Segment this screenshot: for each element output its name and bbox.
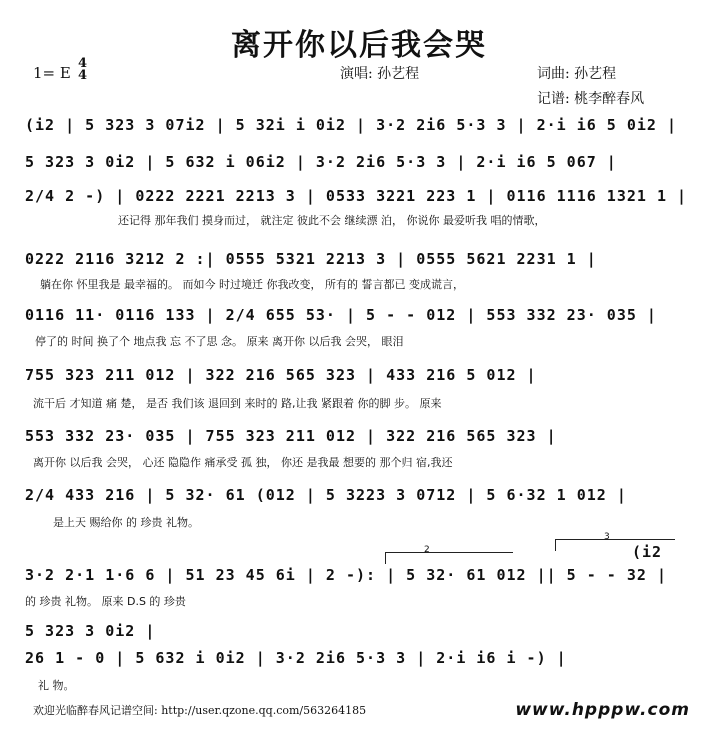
score-row-10: 5 323 3 0i2 |: [25, 622, 156, 640]
score-row-11: 26 1 - 0 | 5 632 i 0i2 | 3·2 2i6 5·3 3 | 2·i i6 i -) |: [25, 649, 567, 667]
score-row-8: 2/4 433 216 | 5 32· 61 (012 | 5 3223 3 0712 | 5 6·32 1 012 |: [25, 486, 627, 504]
composer-credit: 词曲: 孙艺程: [537, 66, 617, 82]
key-signature: 1= E: [33, 64, 71, 82]
volta-bracket-2-left: [555, 539, 556, 551]
lyric-row-8: 是上天 赐给你 的 珍贵 礼物。: [53, 516, 199, 529]
score-row-4: 0222 2116 3212 2 :| 0555 5321 2213 3 | 0555 5621 2231 1 |: [25, 250, 597, 268]
lyric-row-3: 还记得 那年我们 摸身而过， 就注定 彼此不会 继续漂 泊， 你说你 最爱听我 唱的情歌，: [118, 214, 546, 227]
score-row-9: 3·2 2·1 1·6 6 | 51 23 45 6i | 2 -): | 5 32· 61 012 || 5 - - 32 |: [25, 566, 667, 584]
coda-notes: (i2: [632, 543, 663, 561]
volta-bracket-1-left: [385, 552, 386, 564]
volta-number-2: 3: [604, 532, 610, 542]
time-signature: [78, 58, 87, 82]
score-row-2: 5 323 3 0i2 | 5 632 i 06i2 | 3·2 2i6 5·3 3 | 2·i i6 5 067 |: [25, 153, 617, 171]
score-row-3: 2/4 2 -) | 0222 2221 2213 3 | 0533 3221 223 1 | 0116 1116 1321 1 |: [25, 187, 688, 205]
score-row-5: 0116 11· 0116 133 | 2/4 655 53· | 5 - - 012 | 553 332 23· 035 |: [25, 306, 657, 324]
time-signature-bottom: 4: [78, 68, 88, 83]
score-row-7: 553 332 23· 035 | 755 323 211 012 | 322 216 565 323 |: [25, 427, 557, 445]
lyric-row-5: 停了的 时间 换了个 地点我 忘 不了思 念。 原来 离开你 以后我 会哭， 眼泪: [35, 335, 404, 348]
time-signature-top: 4: [78, 56, 88, 71]
volta-number-1: 2: [424, 545, 430, 555]
footer-text: 欢迎光临醉春风记谱空间: http://user.qzone.qq.com/563264185: [33, 704, 367, 717]
singer-credit: 演唱: 孙艺程: [340, 66, 420, 82]
volta-bracket-1: [385, 552, 513, 553]
score-row-6: 755 323 211 012 | 322 216 565 323 | 433 216 5 012 |: [25, 366, 537, 384]
lyric-row-9: 的 珍贵 礼物。 原来 D.S 的 珍贵: [25, 595, 186, 608]
lyric-row-4: 躺在你 怀里我是 最幸福的。 而如今 时过境迁 你我改变， 所有的 誓言都已 变成谎言，: [40, 278, 464, 291]
score-row-1: (i2 | 5 323 3 07i2 | 5 32i i 0i2 | 3·2 2i6 5·3 3 | 2·i i6 5 0i2 |: [25, 116, 677, 134]
brand-watermark: www.hpppw.com: [515, 700, 690, 720]
lyric-row-11: 礼 物。: [38, 679, 75, 692]
volta-bracket-2: [555, 539, 675, 540]
lyric-row-6: 流干后 才知道 痛 楚， 是否 我们该 退回到 来时的 路,让我 紧跟着 你的脚 步。 原来: [33, 397, 442, 410]
song-title: 离开你以后我会哭: [231, 28, 487, 63]
lyric-row-7: 离开你 以后我 会哭， 心还 隐隐作 痛承受 孤 独， 你还 是我最 想要的 那个归 宿,我还: [33, 456, 453, 469]
arranger-credit: 记谱: 桃李醉春风: [537, 91, 645, 107]
